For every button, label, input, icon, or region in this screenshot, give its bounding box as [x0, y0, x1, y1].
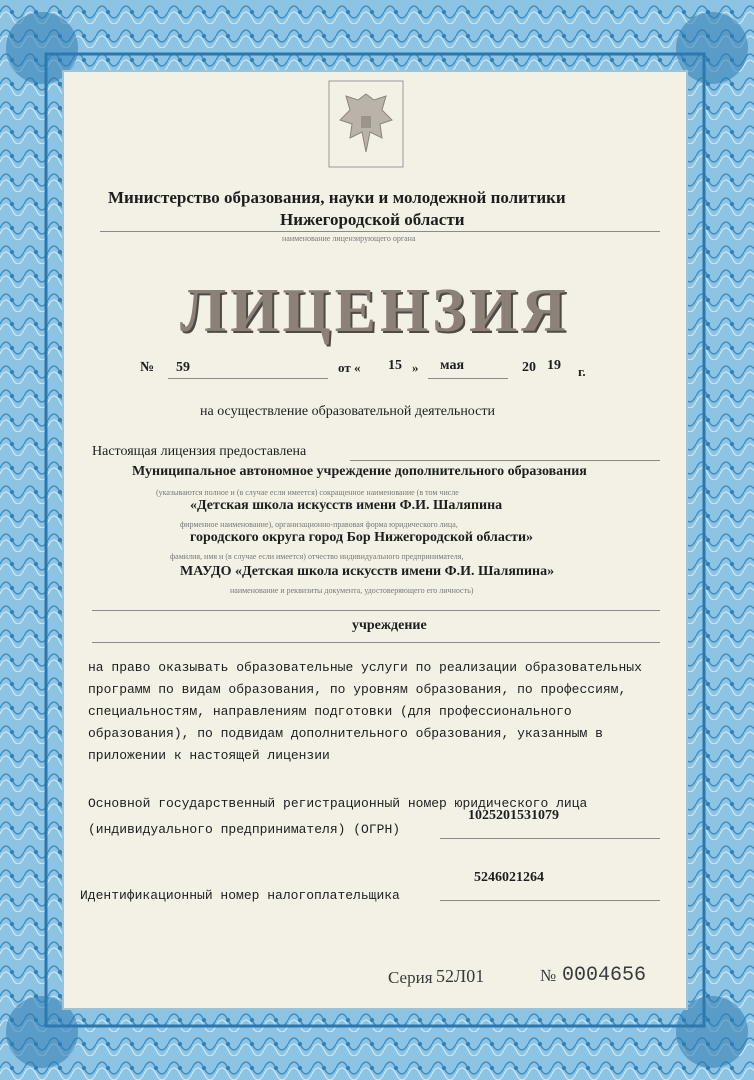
- granted-underline: [350, 460, 660, 461]
- license-purpose: на осуществление образовательной деятельности: [200, 404, 495, 419]
- holder-line-2: «Детская школа искусств имени Ф.И. Шаляпина: [190, 498, 503, 513]
- holder-line-1: Муниципальное автономное учреждение дополнительного образования: [132, 464, 587, 479]
- series-value: 52Л01: [436, 966, 485, 986]
- inn-label: Идентификационный номер налогоплательщика: [80, 888, 400, 903]
- rights-line-2: программ по видам образования, по уровням образования, по профессиям,: [88, 682, 627, 697]
- rights-line-5: приложении к настоящей лицензии: [88, 748, 330, 763]
- license-number: 59: [176, 360, 190, 375]
- license-year-prefix: 20: [522, 360, 536, 375]
- ogrn-label-1: Основной государственный регистрационный номер юридического лица: [88, 796, 588, 811]
- license-day-close: »: [412, 360, 419, 375]
- license-no-label: №: [140, 360, 155, 375]
- license-year-label: г.: [578, 364, 586, 379]
- holder-form-underline: [92, 642, 660, 643]
- holder-underline: [92, 610, 660, 611]
- license-number-underline: [168, 378, 328, 379]
- ogrn-value: 1025201531079: [468, 808, 559, 823]
- holder-hint-2: фирменное наименование), организационно-правовая форма юридического лица,: [180, 520, 458, 529]
- holder-line-3: городского округа город Бор Нижегородской области»: [190, 530, 534, 545]
- granted-label: Настоящая лицензия предоставлена: [92, 444, 307, 459]
- inn-value: 5246021264: [474, 870, 544, 885]
- license-month-underline: [428, 378, 508, 379]
- inn-underline: [440, 900, 660, 901]
- coat-of-arms-icon: [328, 80, 404, 168]
- authority-line-1: Министерство образования, науки и молодежной политики: [108, 188, 566, 207]
- rights-line-4: образования), по подвидам дополнительного образования, указанным в: [88, 726, 603, 741]
- holder-line-4: МАУДО «Детская школа искусств имени Ф.И. Шаляпина»: [180, 564, 555, 579]
- holder-hint-1: (указываются полное и (в случае если имеется) сокращенное наименование (в том числе: [156, 488, 459, 497]
- license-from-label: от «: [338, 360, 361, 375]
- serial-label: №: [540, 966, 557, 985]
- holder-hint-4: наименование и реквизиты документа, удостоверяющего его личность): [230, 586, 474, 595]
- series-label: Серия: [388, 968, 433, 987]
- rights-line-3: специальностям, направлениям подготовки (для профессионального: [88, 704, 572, 719]
- holder-hint-3: фамилия, имя и (в случае если имеется) отчество индивидуального предпринимателя,: [170, 552, 464, 561]
- serial-value: 0004656: [562, 964, 647, 987]
- license-month: мая: [440, 358, 465, 373]
- holder-form: учреждение: [352, 618, 427, 633]
- authority-underline: [100, 231, 660, 232]
- authority-caption: наименование лицензирующего органа: [282, 234, 416, 243]
- ogrn-label-2: (индивидуального предпринимателя) (ОГРН): [88, 822, 401, 837]
- rights-line-1: на право оказывать образовательные услуги по реализации образовательных: [88, 660, 642, 675]
- license-day: 15: [388, 358, 402, 373]
- document-title: ЛИЦЕНЗИЯ: [180, 277, 570, 345]
- license-year-suffix: 19: [547, 358, 561, 373]
- authority-line-2: Нижегородской области: [280, 210, 465, 229]
- ogrn-underline: [440, 838, 660, 839]
